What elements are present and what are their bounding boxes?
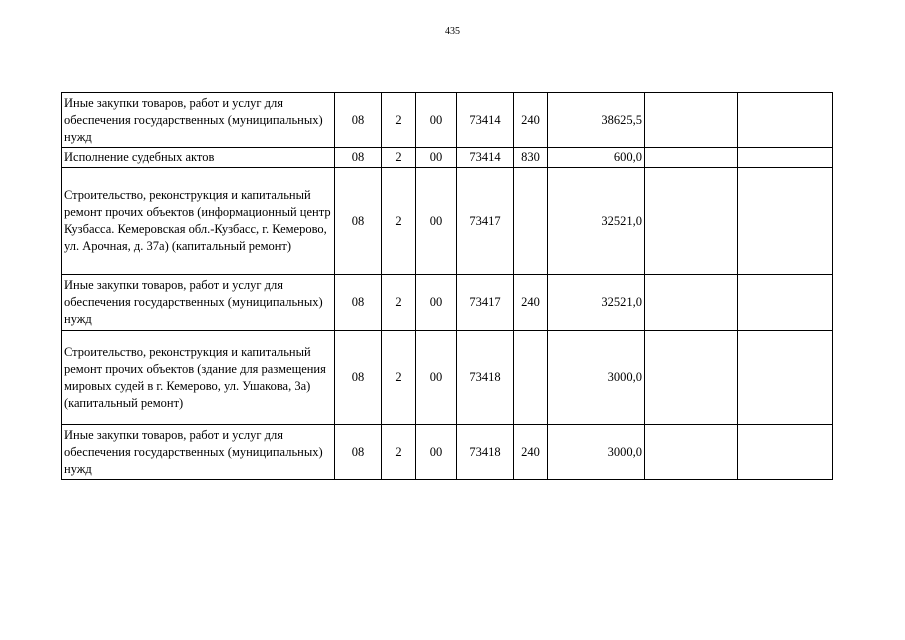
expense-type-code: 240: [514, 93, 548, 148]
empty-cell: [738, 93, 833, 148]
direction-code: 73417: [457, 168, 514, 275]
program-code: 2: [382, 331, 416, 425]
program-code: 2: [382, 425, 416, 480]
expense-type-code: 830: [514, 148, 548, 168]
empty-cell: [738, 275, 833, 331]
row-name: Строительство, реконструкция и капитальный ремонт прочих объектов (здание для размещения мировых судей в г. Кемерово, ул. Ушакова, 3а) (капитальный ремонт): [62, 331, 335, 425]
section-code: 08: [335, 148, 382, 168]
table-row: [62, 275, 833, 331]
page-number: 435: [445, 26, 460, 37]
empty-cell: [738, 168, 833, 275]
program-code: 2: [382, 93, 416, 148]
subprogram-code: 00: [416, 331, 457, 425]
program-code: 2: [382, 148, 416, 168]
section-code: 08: [335, 425, 382, 480]
table-row: [62, 93, 833, 148]
subprogram-code: 00: [416, 168, 457, 275]
program-code: 2: [382, 275, 416, 331]
direction-code: 73414: [457, 148, 514, 168]
table-row: [62, 148, 833, 168]
row-name: Иные закупки товаров, работ и услуг для обеспечения государственных (муниципальных) нужд: [62, 275, 335, 331]
empty-cell: [645, 275, 738, 331]
row-name: Строительство, реконструкция и капитальный ремонт прочих объектов (информационный центр Кузбасса. Кемеровская обл.-Кузбасс, г. Кемерово, ул. Арочная, д. 37а) (капитальный ремонт): [62, 168, 335, 275]
empty-cell: [738, 148, 833, 168]
expense-type-code: 240: [514, 425, 548, 480]
subprogram-code: 00: [416, 275, 457, 331]
expense-type-code: [514, 331, 548, 425]
section-code: 08: [335, 331, 382, 425]
table-row: [62, 331, 833, 425]
section-code: 08: [335, 93, 382, 148]
section-code: 08: [335, 168, 382, 275]
amount: 32521,0: [548, 275, 645, 331]
amount: 38625,5: [548, 93, 645, 148]
budget-table: [61, 92, 833, 480]
empty-cell: [645, 168, 738, 275]
subprogram-code: 00: [416, 148, 457, 168]
direction-code: 73414: [457, 93, 514, 148]
amount: 3000,0: [548, 331, 645, 425]
row-name: Иные закупки товаров, работ и услуг для обеспечения государственных (муниципальных) нужд: [62, 93, 335, 148]
program-code: 2: [382, 168, 416, 275]
empty-cell: [738, 425, 833, 480]
section-code: 08: [335, 275, 382, 331]
empty-cell: [645, 148, 738, 168]
subprogram-code: 00: [416, 93, 457, 148]
table-row: [62, 168, 833, 275]
amount: 600,0: [548, 148, 645, 168]
table-row: [62, 425, 833, 480]
expense-type-code: [514, 168, 548, 275]
empty-cell: [645, 93, 738, 148]
subprogram-code: 00: [416, 425, 457, 480]
empty-cell: [738, 331, 833, 425]
direction-code: 73418: [457, 331, 514, 425]
amount: 32521,0: [548, 168, 645, 275]
row-name: Иные закупки товаров, работ и услуг для обеспечения государственных (муниципальных) нужд: [62, 425, 335, 480]
row-name: Исполнение судебных актов: [62, 148, 335, 168]
expense-type-code: 240: [514, 275, 548, 331]
direction-code: 73418: [457, 425, 514, 480]
empty-cell: [645, 331, 738, 425]
direction-code: 73417: [457, 275, 514, 331]
amount: 3000,0: [548, 425, 645, 480]
empty-cell: [645, 425, 738, 480]
